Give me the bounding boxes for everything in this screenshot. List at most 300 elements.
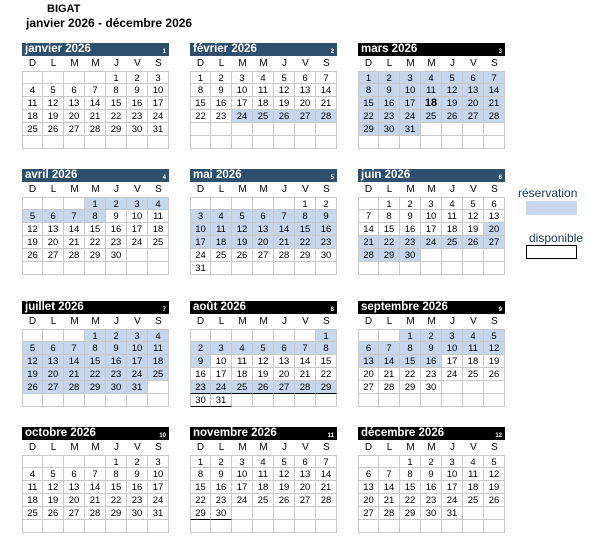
day-cell[interactable]: 16 <box>421 355 442 368</box>
day-cell[interactable]: 12 <box>274 84 295 97</box>
day-cell[interactable]: 28 <box>316 110 337 123</box>
day-cell[interactable]: 1 <box>400 455 421 468</box>
day-cell[interactable]: 5 <box>43 468 64 481</box>
day-cell[interactable]: 17 <box>421 223 442 236</box>
day-cell[interactable]: 17 <box>232 97 253 110</box>
day-cell[interactable]: 9 <box>400 210 421 223</box>
day-cell[interactable]: 19 <box>484 481 505 494</box>
day-cell[interactable]: 12 <box>22 355 43 368</box>
day-cell[interactable]: 15 <box>85 223 106 236</box>
day-cell[interactable]: 18 <box>148 223 169 236</box>
day-cell[interactable]: 23 <box>421 494 442 507</box>
day-cell[interactable]: 20 <box>43 368 64 381</box>
day-cell[interactable]: 22 <box>106 494 127 507</box>
day-cell[interactable]: 14 <box>85 97 106 110</box>
day-cell[interactable]: 2 <box>316 197 337 210</box>
day-cell[interactable]: 3 <box>232 71 253 84</box>
day-cell[interactable]: 23 <box>211 494 232 507</box>
day-cell[interactable]: 10 <box>232 468 253 481</box>
day-cell[interactable]: 18 <box>22 110 43 123</box>
day-cell[interactable]: 17 <box>400 97 421 110</box>
day-cell[interactable]: 27 <box>43 249 64 262</box>
day-cell[interactable]: 4 <box>463 329 484 342</box>
day-cell[interactable]: 1 <box>379 197 400 210</box>
day-cell[interactable]: 24 <box>148 110 169 123</box>
day-cell[interactable]: 9 <box>106 210 127 223</box>
day-cell[interactable]: 31 <box>127 381 148 394</box>
day-cell[interactable]: 29 <box>106 507 127 520</box>
day-cell[interactable]: 4 <box>148 329 169 342</box>
day-cell[interactable]: 10 <box>148 84 169 97</box>
day-cell[interactable]: 9 <box>211 84 232 97</box>
day-cell[interactable]: 30 <box>316 249 337 262</box>
day-cell[interactable]: 22 <box>190 110 211 123</box>
day-cell[interactable]: 26 <box>463 236 484 249</box>
day-cell[interactable]: 5 <box>484 455 505 468</box>
day-cell[interactable]: 19 <box>43 110 64 123</box>
day-cell[interactable]: 29 <box>106 123 127 136</box>
day-cell[interactable]: 23 <box>421 368 442 381</box>
day-cell[interactable]: 27 <box>43 381 64 394</box>
day-cell[interactable]: 30 <box>127 123 148 136</box>
day-cell[interactable]: 21 <box>274 236 295 249</box>
day-cell[interactable]: 21 <box>316 481 337 494</box>
day-cell[interactable]: 18 <box>421 97 442 110</box>
day-cell[interactable]: 20 <box>484 223 505 236</box>
day-cell[interactable]: 4 <box>253 71 274 84</box>
day-cell[interactable]: 21 <box>316 97 337 110</box>
day-cell[interactable]: 21 <box>64 236 85 249</box>
day-cell[interactable]: 2 <box>106 329 127 342</box>
day-cell[interactable]: 7 <box>484 71 505 84</box>
day-cell[interactable]: 10 <box>421 210 442 223</box>
day-cell[interactable]: 3 <box>148 71 169 84</box>
day-cell[interactable]: 2 <box>421 455 442 468</box>
day-cell[interactable]: 6 <box>295 71 316 84</box>
day-cell[interactable]: 26 <box>253 381 274 394</box>
day-cell[interactable]: 11 <box>421 84 442 97</box>
day-cell[interactable]: 10 <box>127 210 148 223</box>
day-cell[interactable]: 23 <box>106 236 127 249</box>
day-cell[interactable]: 1 <box>400 329 421 342</box>
day-cell[interactable]: 16 <box>400 223 421 236</box>
day-cell[interactable]: 20 <box>253 236 274 249</box>
day-cell[interactable]: 20 <box>358 494 379 507</box>
day-cell[interactable]: 13 <box>463 84 484 97</box>
day-cell[interactable]: 16 <box>106 223 127 236</box>
day-cell[interactable]: 25 <box>22 123 43 136</box>
day-cell[interactable]: 25 <box>148 368 169 381</box>
day-cell[interactable]: 13 <box>43 355 64 368</box>
day-cell[interactable]: 16 <box>211 481 232 494</box>
day-cell[interactable]: 30 <box>127 507 148 520</box>
day-cell[interactable]: 22 <box>190 494 211 507</box>
day-cell[interactable]: 15 <box>295 223 316 236</box>
day-cell[interactable]: 12 <box>22 223 43 236</box>
day-cell[interactable]: 29 <box>295 249 316 262</box>
day-cell[interactable]: 14 <box>316 84 337 97</box>
day-cell[interactable]: 26 <box>274 494 295 507</box>
day-cell[interactable]: 26 <box>43 507 64 520</box>
day-cell[interactable]: 11 <box>232 355 253 368</box>
day-cell[interactable]: 5 <box>484 329 505 342</box>
day-cell[interactable]: 13 <box>484 210 505 223</box>
day-cell[interactable]: 1 <box>358 71 379 84</box>
day-cell[interactable]: 5 <box>274 455 295 468</box>
day-cell[interactable]: 15 <box>379 223 400 236</box>
day-cell[interactable]: 14 <box>64 223 85 236</box>
day-cell[interactable]: 13 <box>253 223 274 236</box>
day-cell[interactable]: 7 <box>358 210 379 223</box>
day-cell[interactable]: 8 <box>106 84 127 97</box>
day-cell[interactable]: 20 <box>64 110 85 123</box>
day-cell[interactable]: 3 <box>232 455 253 468</box>
day-cell[interactable]: 15 <box>358 97 379 110</box>
day-cell[interactable]: 11 <box>211 223 232 236</box>
day-cell[interactable]: 5 <box>22 342 43 355</box>
day-cell[interactable]: 5 <box>253 342 274 355</box>
day-cell[interactable]: 16 <box>316 223 337 236</box>
day-cell[interactable]: 7 <box>295 342 316 355</box>
day-cell[interactable]: 24 <box>421 236 442 249</box>
day-cell[interactable]: 4 <box>232 342 253 355</box>
day-cell[interactable]: 9 <box>421 342 442 355</box>
day-cell[interactable]: 29 <box>190 507 211 520</box>
day-cell[interactable]: 23 <box>190 381 211 394</box>
day-cell[interactable]: 23 <box>316 236 337 249</box>
day-cell[interactable]: 31 <box>148 507 169 520</box>
day-cell[interactable]: 15 <box>190 481 211 494</box>
day-cell[interactable]: 31 <box>190 262 211 275</box>
day-cell[interactable]: 13 <box>295 468 316 481</box>
day-cell[interactable]: 24 <box>442 494 463 507</box>
day-cell[interactable]: 3 <box>190 210 211 223</box>
day-cell[interactable]: 2 <box>211 71 232 84</box>
day-cell[interactable]: 9 <box>316 210 337 223</box>
day-cell[interactable]: 21 <box>484 97 505 110</box>
day-cell[interactable]: 10 <box>400 84 421 97</box>
day-cell[interactable]: 25 <box>22 507 43 520</box>
day-cell[interactable]: 4 <box>442 197 463 210</box>
day-cell[interactable]: 3 <box>400 71 421 84</box>
day-cell[interactable]: 20 <box>64 494 85 507</box>
day-cell[interactable]: 7 <box>64 210 85 223</box>
day-cell[interactable]: 18 <box>148 355 169 368</box>
day-cell[interactable]: 9 <box>127 468 148 481</box>
day-cell[interactable]: 25 <box>463 494 484 507</box>
day-cell[interactable]: 25 <box>211 249 232 262</box>
day-cell[interactable]: 17 <box>442 355 463 368</box>
day-cell[interactable]: 30 <box>106 381 127 394</box>
day-cell[interactable]: 10 <box>190 223 211 236</box>
day-cell[interactable]: 10 <box>442 468 463 481</box>
day-cell[interactable]: 28 <box>85 507 106 520</box>
day-cell[interactable]: 19 <box>274 481 295 494</box>
day-cell[interactable]: 9 <box>211 468 232 481</box>
day-cell[interactable]: 6 <box>463 71 484 84</box>
day-cell[interactable]: 25 <box>442 236 463 249</box>
day-cell[interactable]: 25 <box>148 236 169 249</box>
day-cell[interactable]: 6 <box>43 210 64 223</box>
day-cell[interactable]: 19 <box>253 368 274 381</box>
day-cell[interactable]: 31 <box>400 123 421 136</box>
day-cell[interactable]: 17 <box>211 368 232 381</box>
day-cell[interactable]: 15 <box>400 481 421 494</box>
day-cell[interactable]: 6 <box>64 84 85 97</box>
day-cell[interactable]: 4 <box>22 84 43 97</box>
day-cell[interactable]: 22 <box>400 494 421 507</box>
day-cell[interactable]: 14 <box>316 468 337 481</box>
day-cell[interactable]: 3 <box>127 329 148 342</box>
day-cell[interactable]: 20 <box>43 236 64 249</box>
day-cell[interactable]: 19 <box>43 494 64 507</box>
day-cell[interactable]: 28 <box>64 249 85 262</box>
day-cell[interactable]: 10 <box>211 355 232 368</box>
day-cell[interactable]: 28 <box>295 381 316 394</box>
day-cell[interactable]: 5 <box>442 71 463 84</box>
day-cell[interactable]: 11 <box>22 481 43 494</box>
day-cell[interactable]: 17 <box>127 355 148 368</box>
day-cell[interactable]: 18 <box>253 97 274 110</box>
day-cell[interactable]: 12 <box>484 468 505 481</box>
day-cell[interactable]: 13 <box>64 97 85 110</box>
day-cell[interactable]: 21 <box>85 494 106 507</box>
day-cell[interactable]: 14 <box>379 355 400 368</box>
day-cell[interactable]: 28 <box>379 507 400 520</box>
day-cell[interactable]: 5 <box>232 210 253 223</box>
day-cell[interactable]: 21 <box>85 110 106 123</box>
day-cell[interactable]: 26 <box>442 110 463 123</box>
day-cell[interactable]: 29 <box>400 381 421 394</box>
day-cell[interactable]: 13 <box>358 481 379 494</box>
day-cell[interactable]: 25 <box>421 110 442 123</box>
day-cell[interactable]: 18 <box>232 368 253 381</box>
day-cell[interactable]: 8 <box>190 84 211 97</box>
day-cell[interactable]: 28 <box>484 110 505 123</box>
day-cell[interactable]: 14 <box>379 481 400 494</box>
day-cell[interactable]: 31 <box>148 123 169 136</box>
day-cell[interactable]: 8 <box>85 342 106 355</box>
day-cell[interactable]: 6 <box>64 468 85 481</box>
day-cell[interactable]: 30 <box>106 249 127 262</box>
day-cell[interactable]: 9 <box>127 84 148 97</box>
day-cell[interactable]: 8 <box>358 84 379 97</box>
day-cell[interactable]: 6 <box>358 468 379 481</box>
day-cell[interactable]: 18 <box>22 494 43 507</box>
day-cell[interactable]: 27 <box>463 110 484 123</box>
day-cell[interactable]: 6 <box>274 342 295 355</box>
day-cell[interactable]: 22 <box>295 236 316 249</box>
day-cell[interactable]: 24 <box>148 494 169 507</box>
day-cell[interactable]: 22 <box>379 236 400 249</box>
day-cell[interactable]: 15 <box>400 355 421 368</box>
day-cell[interactable]: 26 <box>274 110 295 123</box>
day-cell[interactable]: 4 <box>22 468 43 481</box>
day-cell[interactable]: 7 <box>379 468 400 481</box>
day-cell[interactable]: 11 <box>148 342 169 355</box>
day-cell[interactable]: 13 <box>358 355 379 368</box>
day-cell[interactable]: 25 <box>253 494 274 507</box>
day-cell[interactable]: 25 <box>232 381 253 394</box>
day-cell[interactable]: 27 <box>484 236 505 249</box>
day-cell[interactable]: 7 <box>379 342 400 355</box>
day-cell[interactable]: 8 <box>85 210 106 223</box>
day-cell[interactable]: 17 <box>148 481 169 494</box>
day-cell[interactable]: 16 <box>127 481 148 494</box>
day-cell[interactable]: 10 <box>148 468 169 481</box>
day-cell[interactable]: 21 <box>295 368 316 381</box>
day-cell[interactable]: 1 <box>106 455 127 468</box>
day-cell[interactable]: 24 <box>232 494 253 507</box>
day-cell[interactable]: 14 <box>85 481 106 494</box>
day-cell[interactable]: 6 <box>358 342 379 355</box>
day-cell[interactable]: 29 <box>358 123 379 136</box>
day-cell[interactable]: 21 <box>379 494 400 507</box>
day-cell[interactable]: 23 <box>127 494 148 507</box>
day-cell[interactable]: 23 <box>211 110 232 123</box>
day-cell[interactable]: 18 <box>211 236 232 249</box>
day-cell[interactable]: 16 <box>421 481 442 494</box>
day-cell[interactable]: 2 <box>211 455 232 468</box>
day-cell[interactable]: 16 <box>127 97 148 110</box>
day-cell[interactable]: 3 <box>127 197 148 210</box>
day-cell[interactable]: 13 <box>295 84 316 97</box>
day-cell[interactable]: 12 <box>253 355 274 368</box>
day-cell[interactable]: 26 <box>43 123 64 136</box>
day-cell[interactable]: 5 <box>22 210 43 223</box>
day-cell[interactable]: 13 <box>43 223 64 236</box>
day-cell[interactable]: 29 <box>85 381 106 394</box>
day-cell[interactable]: 9 <box>106 342 127 355</box>
day-cell[interactable]: 9 <box>379 84 400 97</box>
day-cell[interactable]: 11 <box>442 210 463 223</box>
day-cell[interactable]: 17 <box>442 481 463 494</box>
day-cell[interactable]: 8 <box>379 210 400 223</box>
day-cell[interactable]: 7 <box>64 342 85 355</box>
day-cell[interactable]: 17 <box>148 97 169 110</box>
day-cell[interactable]: 27 <box>64 507 85 520</box>
day-cell[interactable]: 6 <box>43 342 64 355</box>
day-cell[interactable]: 13 <box>64 481 85 494</box>
day-cell[interactable]: 22 <box>85 236 106 249</box>
day-cell[interactable]: 8 <box>316 342 337 355</box>
day-cell[interactable]: 22 <box>85 368 106 381</box>
day-cell[interactable]: 29 <box>316 381 337 394</box>
day-cell[interactable]: 2 <box>127 455 148 468</box>
day-cell[interactable]: 6 <box>484 197 505 210</box>
day-cell[interactable]: 8 <box>106 468 127 481</box>
day-cell[interactable]: 3 <box>442 455 463 468</box>
day-cell[interactable]: 4 <box>421 71 442 84</box>
day-cell[interactable]: 12 <box>43 97 64 110</box>
day-cell[interactable]: 25 <box>463 368 484 381</box>
day-cell[interactable]: 11 <box>148 210 169 223</box>
day-cell[interactable]: 7 <box>85 84 106 97</box>
day-cell[interactable]: 3 <box>442 329 463 342</box>
day-cell[interactable]: 22 <box>106 110 127 123</box>
day-cell[interactable]: 3 <box>211 342 232 355</box>
day-cell[interactable]: 30 <box>211 507 232 520</box>
day-cell[interactable]: 22 <box>316 368 337 381</box>
day-cell[interactable]: 18 <box>442 223 463 236</box>
day-cell[interactable]: 15 <box>190 97 211 110</box>
day-cell[interactable]: 8 <box>400 342 421 355</box>
day-cell[interactable]: 17 <box>127 223 148 236</box>
day-cell[interactable]: 19 <box>442 97 463 110</box>
day-cell[interactable]: 19 <box>232 236 253 249</box>
day-cell[interactable]: 20 <box>295 481 316 494</box>
day-cell[interactable]: 21 <box>379 368 400 381</box>
day-cell[interactable]: 15 <box>106 481 127 494</box>
day-cell[interactable]: 24 <box>232 110 253 123</box>
day-cell[interactable]: 16 <box>379 97 400 110</box>
day-cell[interactable]: 1 <box>85 197 106 210</box>
day-cell[interactable]: 26 <box>232 249 253 262</box>
day-cell[interactable]: 19 <box>22 368 43 381</box>
day-cell[interactable]: 13 <box>274 355 295 368</box>
day-cell[interactable]: 28 <box>316 494 337 507</box>
day-cell[interactable]: 6 <box>295 455 316 468</box>
day-cell[interactable]: 5 <box>274 71 295 84</box>
day-cell[interactable]: 18 <box>253 481 274 494</box>
day-cell[interactable]: 19 <box>484 355 505 368</box>
day-cell[interactable]: 28 <box>64 381 85 394</box>
day-cell[interactable]: 19 <box>463 223 484 236</box>
day-cell[interactable]: 9 <box>421 468 442 481</box>
day-cell[interactable]: 11 <box>253 84 274 97</box>
day-cell[interactable]: 28 <box>274 249 295 262</box>
day-cell[interactable]: 2 <box>400 197 421 210</box>
day-cell[interactable]: 17 <box>232 481 253 494</box>
day-cell[interactable]: 1 <box>295 197 316 210</box>
day-cell[interactable]: 11 <box>463 342 484 355</box>
day-cell[interactable]: 21 <box>358 236 379 249</box>
day-cell[interactable]: 10 <box>442 342 463 355</box>
day-cell[interactable]: 4 <box>253 455 274 468</box>
day-cell[interactable]: 18 <box>463 481 484 494</box>
day-cell[interactable]: 3 <box>148 455 169 468</box>
day-cell[interactable]: 8 <box>295 210 316 223</box>
day-cell[interactable]: 31 <box>211 394 232 407</box>
day-cell[interactable]: 24 <box>400 110 421 123</box>
day-cell[interactable]: 1 <box>85 329 106 342</box>
day-cell[interactable]: 7 <box>274 210 295 223</box>
day-cell[interactable]: 24 <box>127 236 148 249</box>
day-cell[interactable]: 28 <box>379 381 400 394</box>
day-cell[interactable]: 16 <box>190 368 211 381</box>
day-cell[interactable]: 30 <box>190 394 211 407</box>
day-cell[interactable]: 27 <box>253 249 274 262</box>
day-cell[interactable]: 14 <box>295 355 316 368</box>
day-cell[interactable]: 14 <box>64 355 85 368</box>
day-cell[interactable]: 29 <box>379 249 400 262</box>
day-cell[interactable]: 12 <box>274 468 295 481</box>
day-cell[interactable]: 1 <box>316 329 337 342</box>
day-cell[interactable]: 24 <box>442 368 463 381</box>
day-cell[interactable]: 27 <box>358 381 379 394</box>
day-cell[interactable]: 22 <box>358 110 379 123</box>
day-cell[interactable]: 7 <box>85 468 106 481</box>
day-cell[interactable]: 11 <box>463 468 484 481</box>
day-cell[interactable]: 11 <box>22 97 43 110</box>
day-cell[interactable]: 1 <box>190 455 211 468</box>
day-cell[interactable]: 25 <box>253 110 274 123</box>
day-cell[interactable]: 27 <box>358 507 379 520</box>
day-cell[interactable]: 2 <box>421 329 442 342</box>
day-cell[interactable]: 19 <box>274 97 295 110</box>
day-cell[interactable]: 7 <box>316 71 337 84</box>
day-cell[interactable]: 12 <box>463 210 484 223</box>
